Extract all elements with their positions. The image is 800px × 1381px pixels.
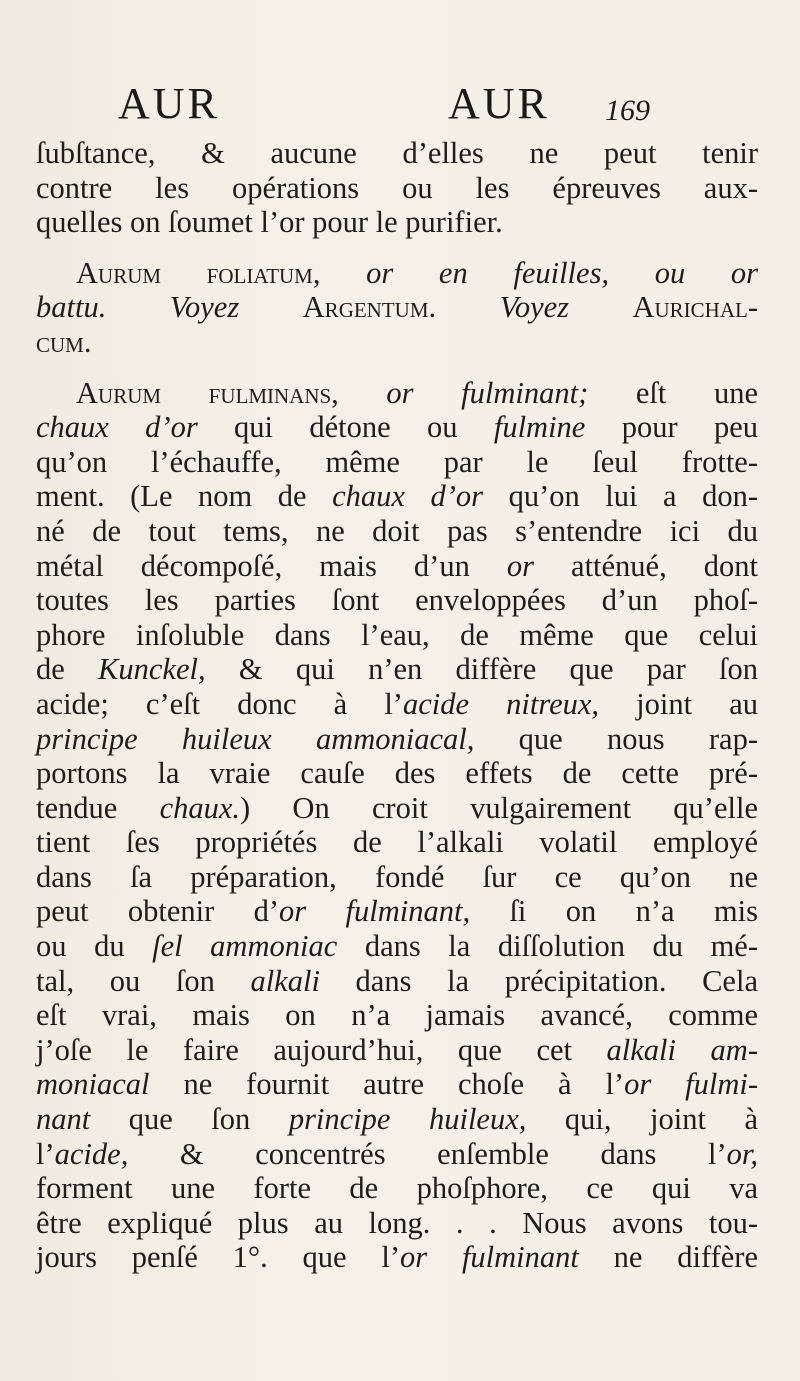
- text-span: or fulminant;: [386, 375, 589, 410]
- text-line: [36, 410, 758, 445]
- text-span: principe huileux,: [288, 1102, 527, 1137]
- running-head: [0, 70, 800, 130]
- cross-reference: Argentum.: [302, 290, 437, 325]
- text-span: or en feuilles, ou or: [320, 255, 758, 290]
- text-span: que nous rap-: [474, 721, 758, 756]
- text-line: quelles on ſoumet l’or pour le purifier.: [36, 205, 503, 240]
- text-span: acide,: [54, 1136, 129, 1171]
- running-head-left: AUR: [118, 79, 220, 128]
- text-line: portons la vraie cauſe des effets de cette pré-: [36, 756, 758, 791]
- text-span: ) On croit vulgairement qu’elle: [240, 790, 758, 825]
- text-line: [36, 1240, 758, 1275]
- text-span: qui, joint à: [526, 1102, 758, 1137]
- text-line: être expliqué plus au long. . . Nous avons tou-: [36, 1205, 758, 1240]
- text-span: dans la diſſolution du mé-: [337, 929, 758, 964]
- text-line: [36, 376, 758, 411]
- text-span: Kunckel,: [98, 652, 206, 687]
- text-span: nant: [36, 1102, 91, 1137]
- text-span: & qui n’en diffère que par ſon: [205, 652, 758, 687]
- text-span: or fulminant: [400, 1240, 579, 1275]
- text-span: jours penſé 1°. que l’: [36, 1240, 401, 1275]
- text-line: [36, 549, 758, 584]
- text-span: l’: [36, 1136, 55, 1171]
- text-line: phore inſoluble dans l’eau, de même que celui: [36, 617, 758, 652]
- text-line: tient ſes propriétés de l’alkali volatil employé: [36, 825, 758, 860]
- text-span: or fulmi-: [624, 1067, 758, 1102]
- text-line: forment une forte de phoſphore, ce qui va: [36, 1171, 758, 1206]
- text-line: [36, 964, 758, 999]
- text-span: ſel ammoniac: [152, 929, 338, 964]
- text-line: [36, 1137, 758, 1172]
- text-span: & concentrés enſemble dans l’: [128, 1136, 727, 1171]
- text-line: [36, 290, 758, 325]
- text-line: [36, 1067, 758, 1102]
- text-span: alkali: [250, 963, 320, 998]
- text-span: j’oſe le faire aujourd’hui, que cet: [36, 1032, 607, 1067]
- text-span: atténué, dont: [533, 548, 758, 583]
- text-line: eſt vrai, mais on n’a jamais avancé, comme: [36, 998, 758, 1033]
- text-span: métal décompoſé, mais d’un: [36, 548, 507, 583]
- text-span: ne diffère: [578, 1240, 758, 1275]
- text-line: [36, 894, 758, 929]
- text-span: alkali am-: [606, 1032, 758, 1067]
- text-span: or fulminant,: [279, 894, 471, 929]
- text-span: Voyez: [436, 290, 633, 325]
- text-span: moniacal: [36, 1067, 150, 1102]
- text-span: chaux.: [159, 790, 241, 825]
- text-line: contre les opérations ou les épreuves aux-: [36, 170, 758, 205]
- text-span: joint au: [599, 686, 758, 721]
- text-span: tendue: [36, 790, 160, 825]
- text-span: acide; c’eſt donc à l’: [36, 686, 403, 721]
- text-line: [36, 929, 758, 964]
- text-span: or,: [726, 1136, 758, 1171]
- text-line: [36, 687, 758, 722]
- text-line: dans ſa préparation, fondé ſur ce qu’on ne: [36, 859, 758, 894]
- cross-reference: Aurichal-: [632, 290, 758, 325]
- text-span: battu. Voyez: [36, 290, 303, 325]
- text-span: pour peu: [585, 410, 758, 445]
- text-span: dans la précipitation. Cela: [319, 963, 758, 998]
- text-span: tal, ou ſon: [36, 963, 251, 998]
- body-text: [36, 136, 758, 1275]
- entry-headword: Aurum fulminans: [76, 375, 332, 410]
- text-line: [36, 722, 758, 757]
- text-span: ,: [331, 375, 387, 410]
- running-head-right: AUR: [448, 79, 550, 128]
- text-line: [36, 791, 758, 826]
- text-span: que ſon: [90, 1102, 289, 1137]
- text-span: fulmine: [493, 410, 586, 445]
- text-line: [36, 1033, 758, 1068]
- text-line: toutes les parties ſont enveloppées d’un phoſ-: [36, 583, 758, 618]
- text-line: [36, 652, 758, 687]
- text-span: acide nitreux,: [402, 686, 600, 721]
- text-span: ſi on n’a mis: [470, 894, 758, 929]
- page-number: 169: [605, 94, 650, 127]
- text-span: ne fournit autre choſe à l’: [149, 1067, 625, 1102]
- text-span: ou du: [36, 929, 153, 964]
- text-span: qu’on lui a don-: [483, 479, 758, 514]
- text-span: de: [36, 652, 99, 687]
- text-line: qu’on l’échauffe, même par le ſeul frotte-: [36, 444, 758, 479]
- text-span: peut obtenir d’: [36, 894, 280, 929]
- entry-headword: Aurum foliatum,: [76, 255, 321, 290]
- text-span: ment. (Le nom de: [36, 479, 333, 514]
- text-line: [36, 1102, 758, 1137]
- text-line: [36, 256, 758, 291]
- text-span: principe huileux ammoniacal,: [36, 721, 475, 756]
- text-span: chaux d’or: [36, 410, 198, 445]
- text-span: chaux d’or: [332, 479, 484, 514]
- text-span: qui détone ou: [197, 410, 494, 445]
- text-span: or: [506, 548, 534, 583]
- text-line: cum.: [36, 324, 92, 359]
- text-line: né de tout tems, ne doit pas s’entendre ici du: [36, 513, 758, 548]
- text-line: [36, 479, 758, 514]
- text-line: ſubſtance, & aucune d’elles ne peut tenir: [36, 136, 758, 170]
- text-span: eſt une: [588, 375, 759, 410]
